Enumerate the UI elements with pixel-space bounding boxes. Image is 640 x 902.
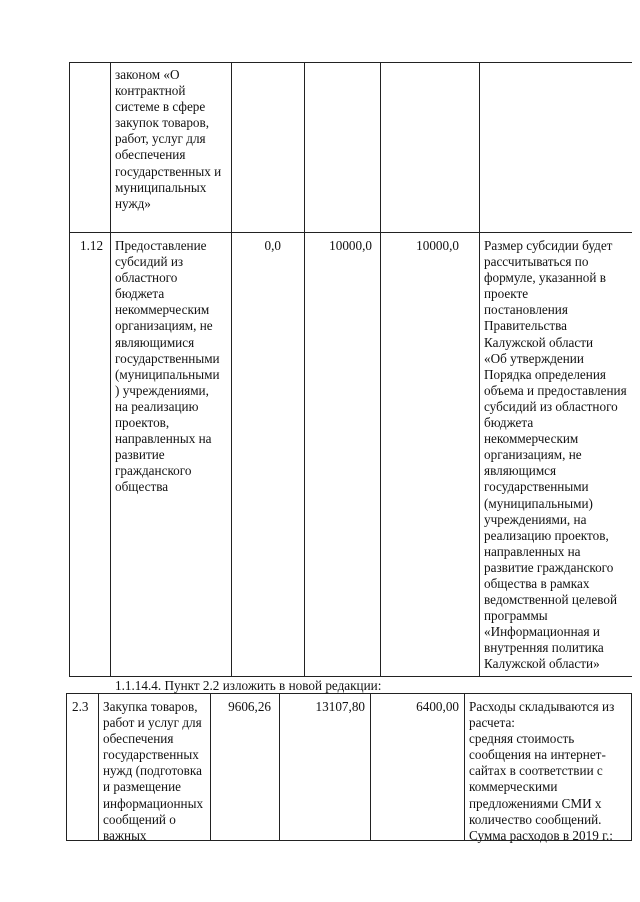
top-table-row-divider: [69, 232, 632, 233]
bottom-col-line-3: [279, 693, 280, 841]
bottom-col-line-1: [98, 693, 99, 841]
row-112-value-2: 10000,0: [329, 238, 372, 253]
bottom-col-line-6: [631, 693, 632, 841]
bottom-col-line-5: [464, 693, 465, 841]
row-112-value-1: 0,0: [264, 238, 281, 253]
row-23-value-2: 13107,80: [315, 699, 365, 714]
top-col-line-5: [479, 62, 480, 677]
bottom-col-line-0: [66, 693, 67, 841]
row-23-note: Расходы складываются из расчета: средняя стоимость сообщения на интернет- сайтах в соответствии с коммерческими предложениями СМИ х количество сообщений. Сумма расходов в 2019 г.:: [469, 699, 615, 843]
cont-row-description: законом «О контрактной системе в сфере закупок товаров, работ, услуг для обеспечения государственных и муниципальных нужд»: [115, 67, 222, 211]
row-112-description: Предоставление субсидий из областного бюджета некоммерческим организациям, не являющимися государственными (муниципальными ) учреждениями, на реализацию проектов, направленных на развитие гражданского общества: [115, 238, 220, 495]
bottom-table-border-top: [66, 693, 632, 694]
amendment-paragraph: 1.1.14.4. Пункт 2.2 изложить в новой редакции:: [115, 678, 382, 693]
bottom-col-line-4: [370, 693, 371, 841]
top-col-line-1: [110, 62, 111, 677]
row-112-value-3: 10000,0: [416, 238, 459, 253]
top-table-border-bottom: [69, 676, 632, 677]
row-23-number: 2.3: [72, 699, 89, 714]
top-col-line-3: [304, 62, 305, 677]
top-col-line-0: [69, 62, 70, 677]
row-23-description: Закупка товаров, работ и услуг для обеспечения государственных нужд (подготовка и размещение информационных сообщений о важных: [103, 699, 204, 843]
row-112-note: Размер субсидии будет рассчитываться по формуле, указанной в проекте постановления Правительства Калужской области «Об утверждении Порядка определения объема и предоставления субсидий из областного бюджета некоммерческим организациям, не являющимся государственными (муниципальными) учреждениями, на реализацию проектов, направленных на развитие гражданского общества в рамках ведомственной целевой программы «Информационная и внутренняя политика Калужской области»: [484, 238, 627, 672]
row-23-value-1: 9606,26: [228, 699, 271, 714]
row-112-number: 1.12: [80, 238, 104, 253]
top-col-line-4: [380, 62, 381, 677]
top-table-border-top: [69, 62, 632, 63]
row-23-value-3: 6400,00: [416, 699, 459, 714]
